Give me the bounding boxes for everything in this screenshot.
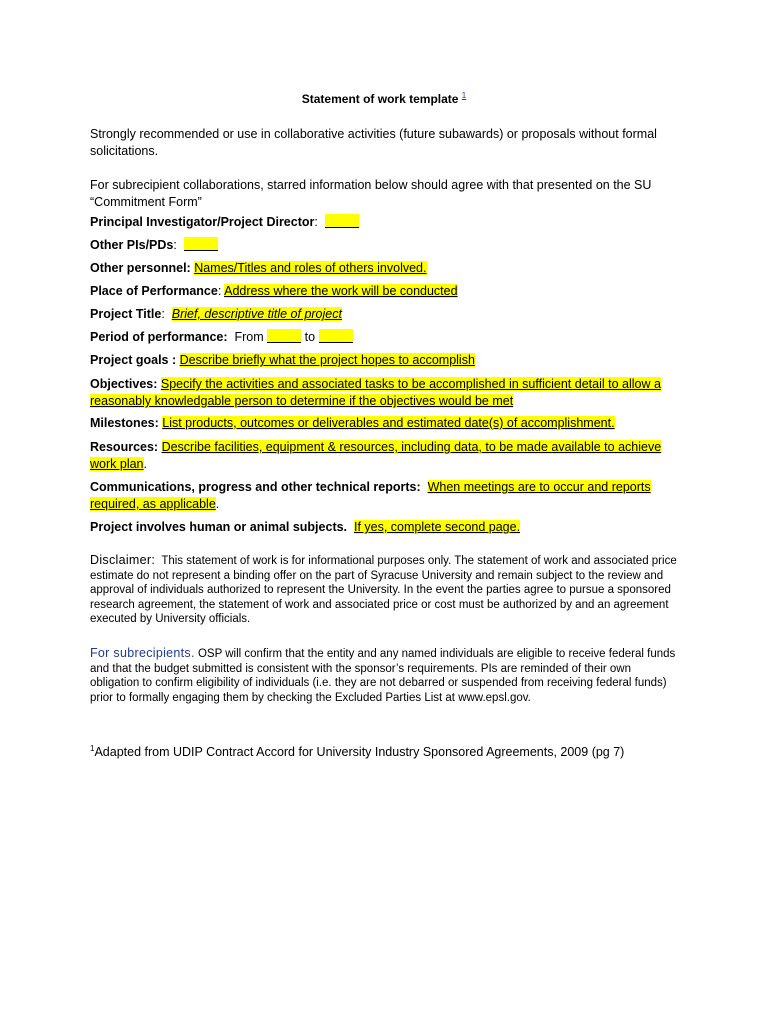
other-pis-blank-field[interactable]	[184, 237, 218, 251]
title-text: Statement of work template	[301, 92, 459, 106]
subrecipients-lead: For subrecipients.	[90, 646, 195, 660]
field-value: Brief, descriptive title of project	[171, 307, 342, 321]
field-place-of-performance: Place of Performance: Address where the work will be conducted	[90, 284, 458, 298]
field-value: Describe briefly what the project hopes to accomplish	[179, 353, 475, 367]
subrecipient-note: For subrecipient collaborations, starred information below should agree with that presented on the SU “Commitment Form”	[90, 178, 652, 209]
field-project-title: Project Title: Brief, descriptive title of project	[90, 307, 342, 321]
disclaimer-text: This statement of work is for informational purposes only. The statement of work and associated price estimate do not represent a binding offer on the part of Syracuse University and remain subject to the review and approval of individuals authorized to represent the University. In the event the parties agree to pursue a sponsored research agreement, the statement of work and associated price or cost must be authorized by and an agreement executed by University officials.	[90, 555, 677, 626]
field-objectives	[90, 376, 680, 410]
period-from-blank-field[interactable]	[267, 329, 301, 343]
field-label: Place of Performance	[90, 284, 218, 298]
field-value: When meetings are to occur and reports required, as applicable	[90, 480, 651, 511]
field-other-personnel	[90, 260, 680, 277]
field-label: Objectives:	[90, 377, 158, 391]
field-label: Other PIs/PDs	[90, 238, 174, 252]
field-value: If yes, complete second page.	[353, 520, 521, 534]
intro-paragraph: Strongly recommended or use in collaborative activities (future subawards) or proposals without formal solicitations.	[90, 127, 657, 158]
footnote-text: Adapted from UDIP Contract Accord for University Industry Sponsored Agreements, 2009 (pg 7)	[94, 745, 625, 760]
field-label: Milestones:	[90, 416, 159, 430]
field-period-of-performance: Period of performance: From to	[90, 329, 680, 346]
field-other-pis: Other PIs/PDs:	[90, 237, 680, 254]
footnote-mark: 1	[90, 744, 95, 753]
subrecipients-paragraph	[90, 646, 680, 705]
field-label: Other personnel:	[90, 261, 191, 275]
document-title	[0, 91, 768, 106]
field-value: List products, outcomes or deliverables and estimated date(s) of accomplishment.	[162, 416, 615, 430]
field-label: Period of performance:	[90, 330, 228, 344]
period-to-blank-field[interactable]	[319, 329, 353, 343]
title-footnote-link[interactable]: 1	[461, 91, 467, 100]
field-milestones	[90, 415, 680, 432]
field-value: Describe facilities, equipment & resources, including data, to be made available to achieve work plan	[90, 440, 662, 471]
field-value: Names/Titles and roles of others involved.	[194, 261, 427, 275]
field-resources: Resources: Describe facilities, equipment & resources, including data, to be made available to achieve work plan.	[90, 440, 662, 471]
footnote	[90, 740, 690, 761]
field-value: Specify the activities and associated tasks to be accomplished in sufficient detail to allow a reasonably knowledgable person to determine if the objectives would be met	[90, 377, 661, 408]
field-principal-investigator: Principal Investigator/Project Director:	[90, 214, 680, 231]
field-label: Project involves human or animal subjects.	[90, 520, 348, 534]
field-label: Project goals :	[90, 353, 177, 367]
field-project-goals	[90, 352, 680, 369]
field-label: Project Title	[90, 307, 162, 321]
pi-blank-field[interactable]	[325, 214, 359, 228]
field-communications: Communications, progress and other technical reports: When meetings are to occur and reports required, as applicable.	[90, 480, 651, 511]
disclaimer-paragraph	[90, 553, 680, 627]
field-label: Resources:	[90, 440, 159, 454]
field-label: Communications, progress and other technical reports:	[90, 480, 421, 494]
field-value: Address where the work will be conducted	[224, 284, 458, 298]
field-label: Principal Investigator/Project Director	[90, 215, 315, 229]
field-human-animal-subjects	[90, 519, 680, 536]
subrecipients-text: OSP will confirm that the entity and any named individuals are eligible to receive federal funds and that the budget submitted is consistent with the sponsor’s requirements. PIs are reminded of their own obligation to confirm eligibility of individuals (i.e. they are not debarred or suspended from receiving federal funds) prior to formally engaging them by checking the Excluded Parties List at www.epsl.gov.	[90, 648, 676, 704]
disclaimer-lead: Disclaimer:	[90, 553, 156, 567]
